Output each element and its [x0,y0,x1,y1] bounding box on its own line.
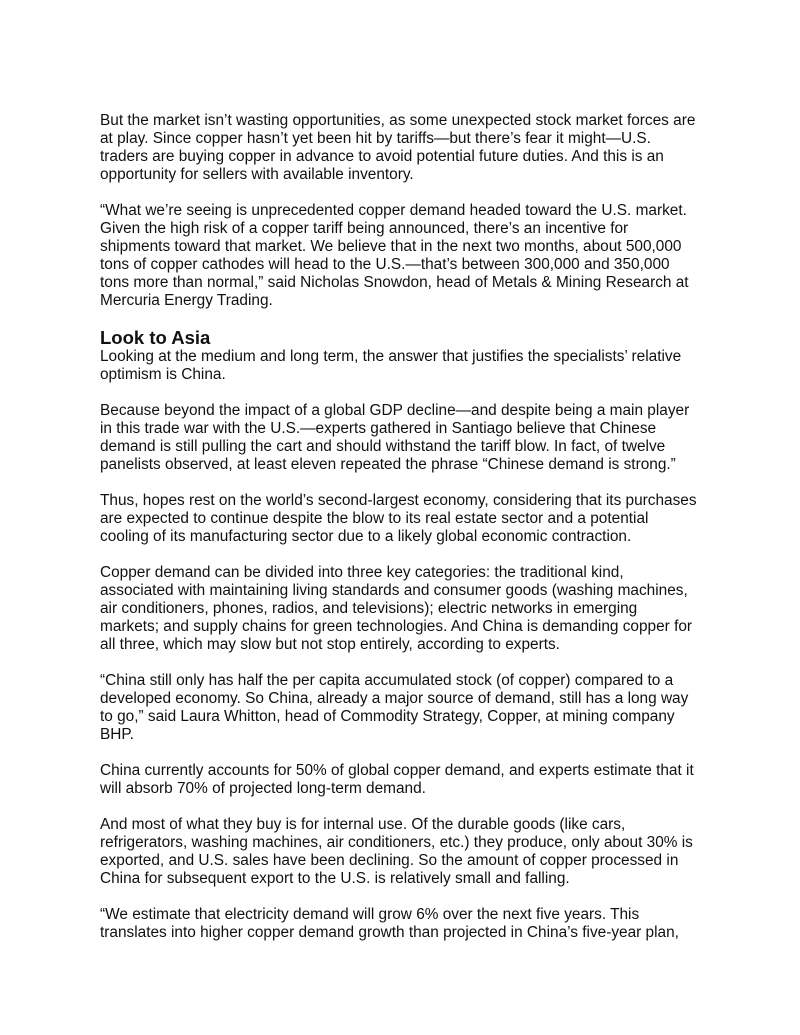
paragraph-whitton-quote: “China still only has half the per capita accumulated stock (of copper) compared to a developed economy. So China, already a major source of demand, still has a long way to go,” said Laura Whitton, head of Commodity Strategy, Copper, at mining company BHP. [100,672,689,743]
paragraph-demand-share: China currently accounts for 50% of global copper demand, and experts estimate that it will absorb 70% of projected long-term demand. [100,762,694,797]
paragraph-chinese-demand: Because beyond the impact of a global GDP decline—and despite being a main player in this trade war with the U.S.—experts gathered in Santiago believe that Chinese demand is still pulling the cart and should withstand the tariff blow. In fact, of twelve panelists observed, at least eleven repeated the phrase “Chinese demand is strong.” [100,402,690,473]
section-heading: Look to Asia [100,327,211,348]
paragraph-second-largest-economy: Thus, hopes rest on the world’s second-largest economy, considering that its purchases are expected to continue despite the blow to its real estate sector and a potential cooling of its manufacturing sector due to a likely global economic contraction. [100,492,697,545]
paragraph-demand-categories: Copper demand can be divided into three key categories: the traditional kind, associated with maintaining living standards and consumer goods (washing machines, air conditioners, phones, radios, and televisions); electric networks in emerging markets; and supply chains for green technologies. And China is demanding copper for all three, which may slow but not stop entirely, according to experts. [100,564,693,653]
paragraph-snowdon-quote: “What we’re seeing is unprecedented copper demand headed toward the U.S. market. Given the high risk of a copper tariff being announced, there’s an incentive for shipments toward that market. We believe that in the next two months, about 500,000 tons of copper cathodes will head to the U.S.—that’s between 300,000 and 350,000 tons more than normal,” said Nicholas Snowdon, head of Metals & Mining Research at Mercuria Energy Trading. [100,202,689,309]
paragraph-market-opportunities: But the market isn’t wasting opportunities, as some unexpected stock market forces are at play. Since copper hasn’t yet been hit by tariffs—but there’s fear it might—U.S. traders are buying copper in advance to avoid potential future duties. And this is an opportunity for sellers with available inventory. [100,112,696,183]
document-page [100,112,700,960]
paragraph-internal-use: And most of what they buy is for internal use. Of the durable goods (like cars, refrigerators, washing machines, air conditioners, etc.) they produce, only about 30% is exported, and U.S. sales have been declining. So the amount of copper processed in China for subsequent export to the U.S. is relatively small and falling. [100,816,693,887]
paragraph-china-optimism: Looking at the medium and long term, the answer that justifies the specialists’ relative optimism is China. [100,348,682,383]
paragraph-electricity-demand: “We estimate that electricity demand will grow 6% over the next five years. This translates into higher copper demand growth than projected in China’s five-year plan, [100,906,679,941]
